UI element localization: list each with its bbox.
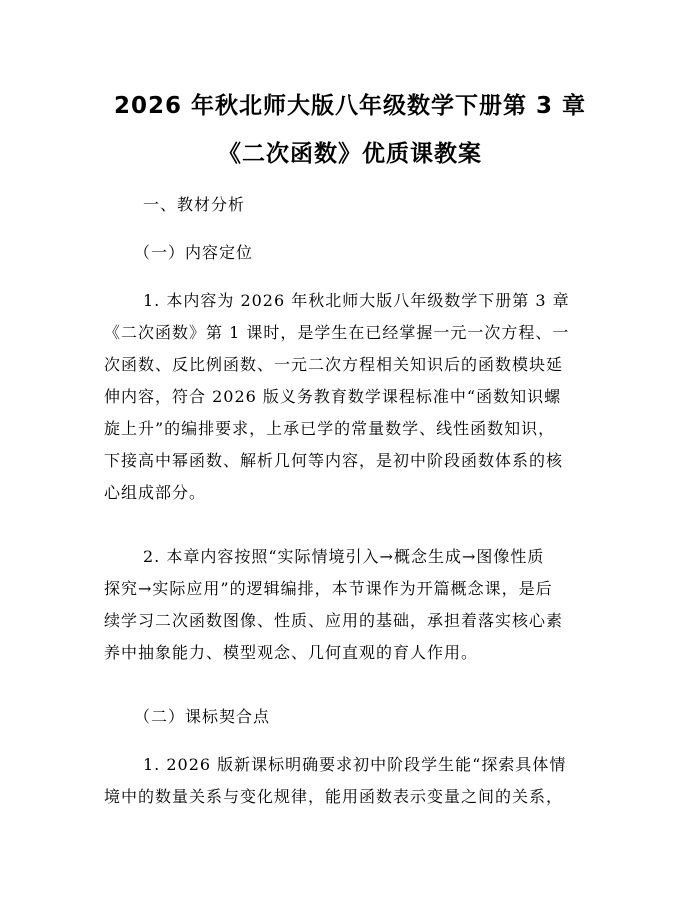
subsection-heading-content-positioning: （一）内容定位 bbox=[134, 243, 254, 262]
paragraph-1-line-6: 下接高中幂函数、解析几何等内容，是初中阶段函数体系的核 bbox=[104, 451, 564, 470]
paragraph-1-line-4: 伸内容，符合 2026 版义务教育数学课程标准中“函数知识螺 bbox=[104, 387, 562, 406]
paragraph-2-line-1: 2. 本章内容按照“实际情境引入→概念生成→图像性质 bbox=[143, 547, 545, 566]
paragraph-1-line-1: 1. 本内容为 2026 年秋北师大版八年级数学下册第 3 章 bbox=[143, 291, 570, 310]
document-title-line-1: 2026 年秋北师大版八年级数学下册第 3 章 bbox=[113, 93, 587, 119]
paragraph-1-line-7: 心组成部分。 bbox=[104, 483, 207, 502]
paragraph-2-line-2: 探究→实际应用”的逻辑编排，本节课作为开篇概念课，是后 bbox=[104, 579, 553, 598]
paragraph-2-line-4: 养中抽象能力、模型观念、几何直观的育人作用。 bbox=[104, 643, 479, 662]
paragraph-3-line-1: 1. 2026 版新课标明确要求初中阶段学生能“探索具体情 bbox=[143, 755, 567, 774]
document-title-line-2: 《二次函数》优质课教案 bbox=[218, 141, 482, 167]
section-heading-textbook-analysis: 一、教材分析 bbox=[143, 195, 246, 214]
subsection-heading-curriculum-alignment: （二）课标契合点 bbox=[134, 707, 271, 726]
paragraph-3-line-2: 境中的数量关系与变化规律，能用函数表示变量之间的关系， bbox=[104, 787, 564, 806]
paragraph-1-line-2: 《二次函数》第 1 课时，是学生在已经掌握一元一次方程、一 bbox=[104, 323, 570, 342]
paragraph-1-line-3: 次函数、反比例函数、一元二次方程相关知识后的函数模块延 bbox=[104, 355, 564, 374]
paragraph-2-line-3: 续学习二次函数图像、性质、应用的基础，承担着落实核心素 bbox=[104, 611, 564, 630]
paragraph-1-line-5: 旋上升”的编排要求，上承已学的常量数学、线性函数知识， bbox=[104, 419, 556, 438]
